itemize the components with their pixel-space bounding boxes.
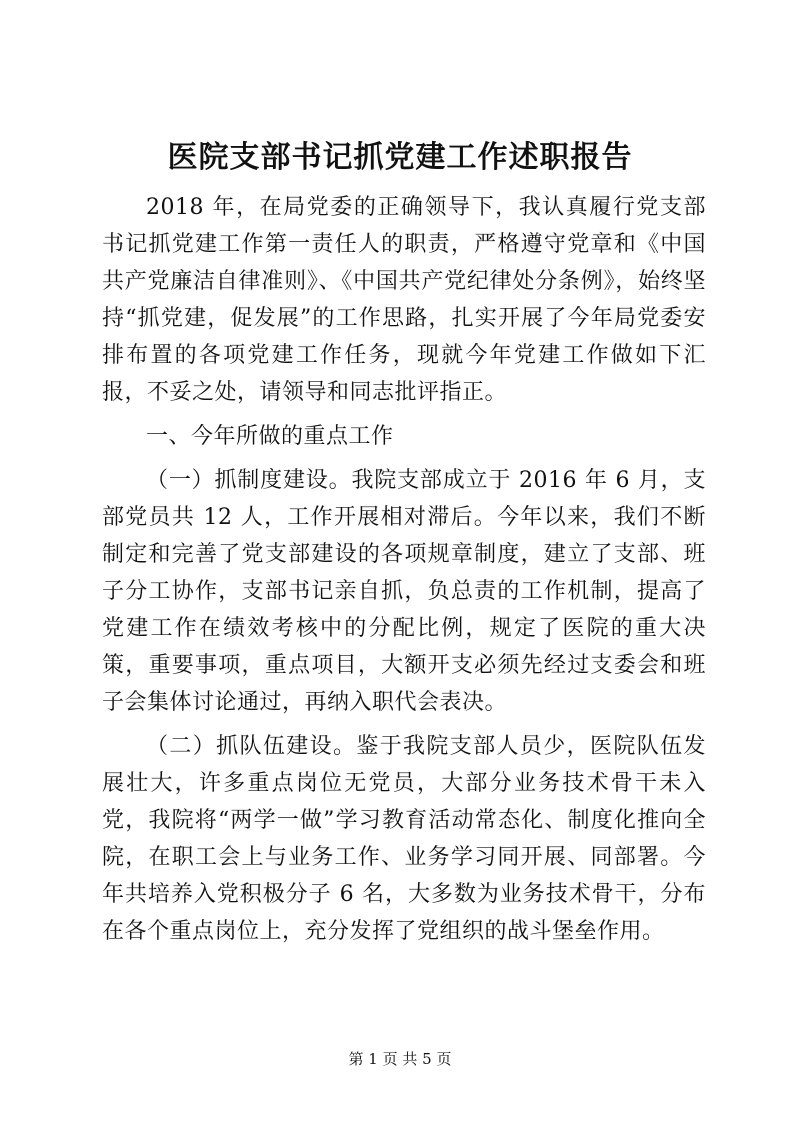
paragraph-intro: 2018 年，在局党委的正确领导下，我认真履行党支部书记抓党建工作第一责任人的职责，严格遵守党章和《中国共产党廉洁自律准则》、《中国共产党纪律处分条例》，始终坚持“抓党建，促发展”的工作思路，扎实开展了今年局党委安排布置的各项党建工作任务，现就今年党建工作做如下汇报，不妥之处，请领导和同志批评指正。 bbox=[102, 195, 706, 405]
page-number-footer: 第 1 页 共 5 页 bbox=[348, 1050, 452, 1068]
document-title: 医院支部书记抓党建工作述职报告 bbox=[167, 140, 633, 175]
section-heading-key-work: 一、今年所做的重点工作 bbox=[146, 424, 394, 449]
paragraph-team-building: （二）抓队伍建设。鉴于我院支部人员少，医院队伍发展壮大，许多重点岗位无党员，大部分业务技术骨干未入党，我院将“两学一做”学习教育活动常态化、制度化推向全院，在职工会上与业务工作、业务学习同开展、同部署。今年共培养入党积极分子 6 名，大多数为业务技术骨干，分布在各个重点岗位上，充分发挥了党组织的战斗堡垒作用。 bbox=[102, 734, 706, 944]
document-body bbox=[102, 189, 706, 950]
paragraph-system-building: （一）抓制度建设。我院支部成立于 2016 年 6 月，支部党员共 12 人，工作开展相对滞后。今年以来，我们不断制定和完善了党支部建设的各项规章制度，建立了支部、班子分工协作，支部书记亲自抓，负总责的工作机制，提高了党建工作在绩效考核中的分配比例，规定了医院的重大决策，重要事项，重点项目，大额开支必须先经过支委会和班子会集体讨论通过，再纳入职代会表决。 bbox=[102, 468, 706, 715]
